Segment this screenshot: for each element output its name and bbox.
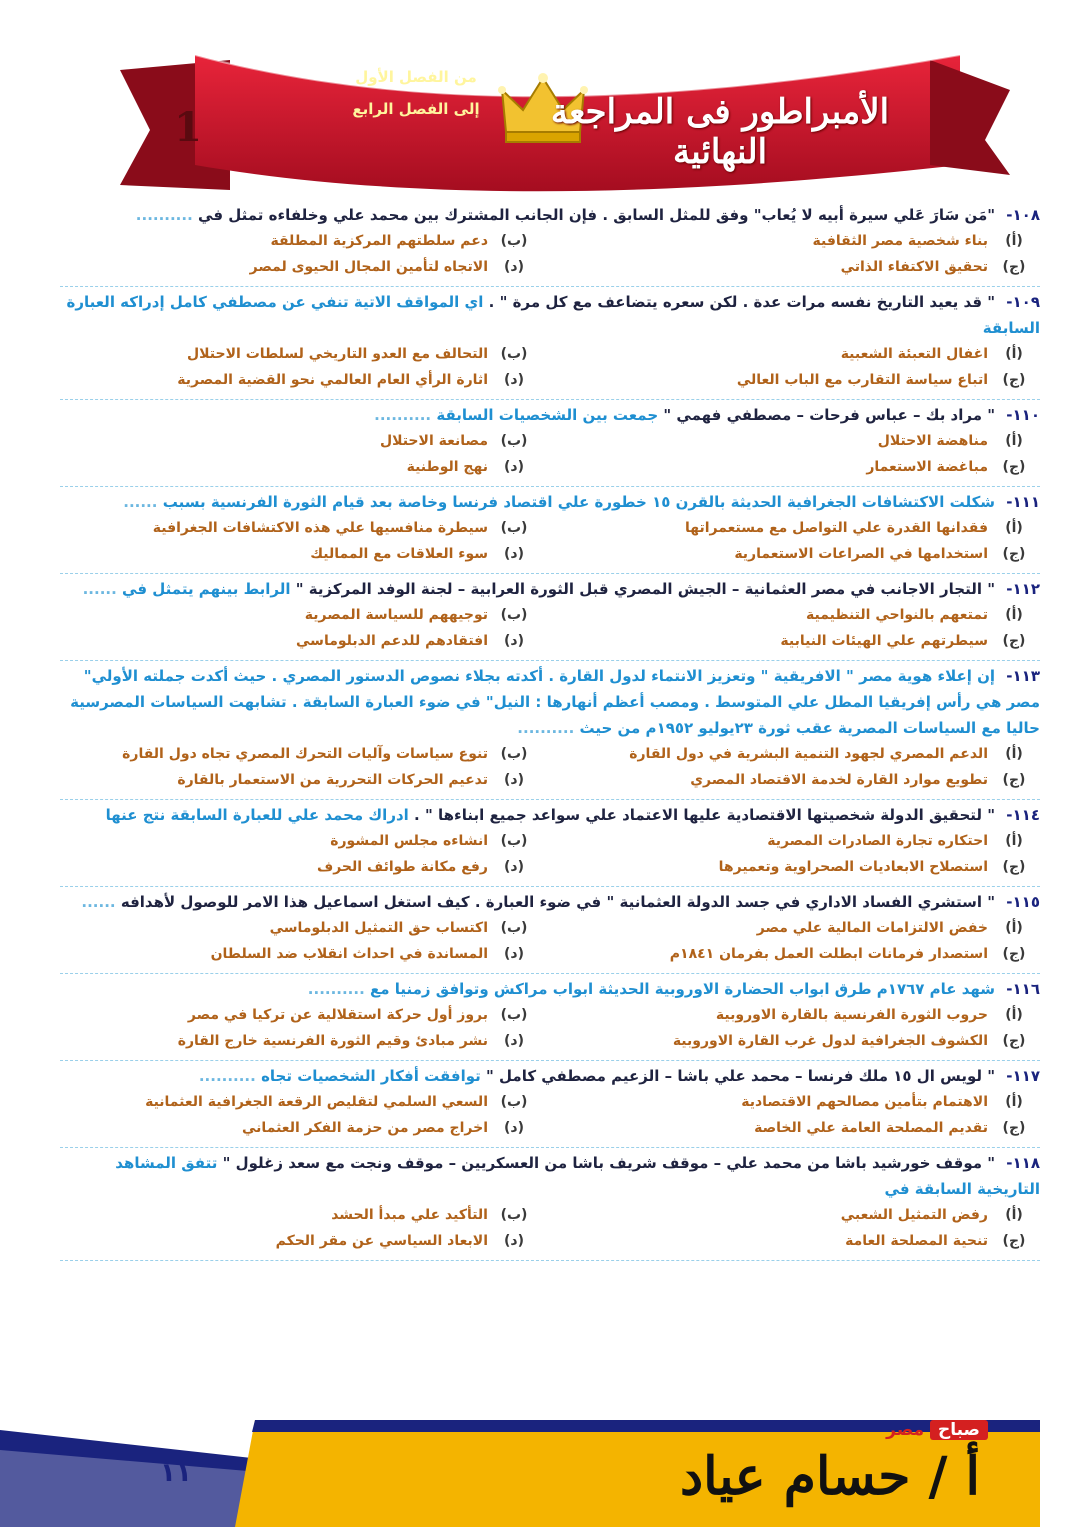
option-label: (ب)	[500, 520, 528, 536]
option-label: (أ)	[1005, 1094, 1023, 1110]
option-text: اكتساب حق التمثيل الدبلوماسي	[269, 920, 488, 936]
questions-list	[60, 200, 1040, 1261]
option-label: (د)	[504, 859, 524, 875]
answer-option[interactable]	[60, 228, 530, 254]
question-emphasis: إن إعلاء هوية مصر " الافريقية " وتعزيز الانتماء لدول القارة . أكدته بجلاء نصوص الدستور المصري . حيث أكدت جملته الأولي" مصر هي رأس إفريقيا المطل علي المتوسط . ومصب أعظم أنهارها : النيل" في ضوء العبارة السابقة . تشابهت السياسات المصرسية حاليا مع السياسات المصرية عقب ثورة ٢٣يوليو ١٩٥٢م من حيث	[70, 667, 1040, 737]
option-text: توجيههم للسياسة المصرية	[304, 607, 488, 623]
answer-blank: ......	[123, 493, 158, 511]
option-text: تطويع موارد القارة لخدمة الاقتصاد المصري	[690, 772, 988, 788]
option-text: خفض الالتزامات المالية علي مصر	[756, 920, 988, 936]
option-label: (أ)	[1005, 920, 1023, 936]
answer-option[interactable]	[560, 1228, 1030, 1254]
answer-option[interactable]	[60, 828, 530, 854]
option-text: افتقادهم للدعم الدبلوماسي	[296, 633, 488, 649]
option-label: (ج)	[1002, 859, 1026, 875]
options-grid	[60, 228, 1040, 280]
question-emphasis: اي المواقف الاتية تنفي عن مصطفي كامل إدراكه العبارة السابقة	[66, 293, 1040, 337]
option-label: (د)	[504, 633, 524, 649]
option-text: اغفال التعبئة الشعبية	[840, 346, 988, 362]
question-text: "مَن سَارَ عَلي سيرة أبيه لا يُعاب" وفق للمثل السابق . فإن الجانب المشترك بين محمد علي وخلفاءه تمثل في	[198, 206, 996, 224]
answer-option[interactable]	[60, 741, 530, 767]
answer-option[interactable]	[60, 1202, 530, 1228]
answer-option[interactable]	[60, 515, 530, 541]
option-label: (ج)	[1002, 772, 1026, 788]
answer-option[interactable]	[60, 541, 530, 567]
option-label: (د)	[504, 1120, 524, 1136]
option-text: نشر مبادئ وقيم الثورة الفرنسية خارج القارة	[177, 1033, 488, 1049]
option-label: (ج)	[1002, 946, 1026, 962]
option-label: (ج)	[1002, 1033, 1026, 1049]
answer-option[interactable]	[560, 1202, 1030, 1228]
answer-option[interactable]	[560, 541, 1030, 567]
question-emphasis: شكلت الاكتشافات الجغرافية الحديثة بالقرن ١٥ خطورة علي اقتصاد فرنسا وخاصة بعد قيام الثورة الفرنسية بسبب	[162, 493, 996, 511]
question-item	[60, 200, 1040, 287]
question-stem	[60, 802, 1040, 828]
answer-option[interactable]	[560, 1002, 1030, 1028]
options-grid	[60, 602, 1040, 654]
answer-option[interactable]	[60, 254, 530, 280]
options-grid	[60, 341, 1040, 393]
option-text: انشاءه مجلس المشورة	[330, 833, 488, 849]
option-text: اخراج مصر من حزمة الفكر العثماني	[242, 1120, 488, 1136]
answer-option[interactable]	[60, 1228, 530, 1254]
question-emphasis: ادراك محمد علي للعبارة السابقة نتج عنها	[105, 806, 409, 824]
option-label: (أ)	[1005, 1207, 1023, 1223]
brand-logo-part-a: صباح	[930, 1420, 988, 1440]
option-label: (ب)	[500, 746, 528, 762]
answer-option[interactable]	[60, 1115, 530, 1141]
option-label: (أ)	[1005, 746, 1023, 762]
option-label: (أ)	[1005, 607, 1023, 623]
option-text: رفض التمثيل الشعبي	[840, 1207, 988, 1223]
question-item	[60, 487, 1040, 574]
answer-option[interactable]	[60, 1089, 530, 1115]
option-label: (ج)	[1002, 546, 1026, 562]
page-header	[0, 0, 1080, 200]
author-name: أ / حسام عياد	[679, 1446, 980, 1507]
answer-option[interactable]	[560, 367, 1030, 393]
option-text: مصانعة الاحتلال	[379, 433, 488, 449]
question-number: ١١٦-	[1006, 980, 1040, 998]
question-stem	[60, 889, 1040, 915]
unit-number: 1	[174, 104, 202, 151]
question-stem	[60, 663, 1040, 741]
options-grid	[60, 915, 1040, 967]
question-text: " مراد بك – عباس فرحات – مصطفي فهمي "	[663, 406, 996, 424]
option-text: السعي السلمي لتقليص الرقعة الجغرافية العثمانية	[145, 1094, 488, 1110]
answer-option[interactable]	[560, 767, 1030, 793]
option-text: سوء العلاقات مع المماليك	[310, 546, 488, 562]
option-label: (ج)	[1002, 1120, 1026, 1136]
page-title: الأمبراطور فى المراجعة النهائية	[550, 92, 890, 172]
option-text: سيطرتهم علي الهيئات النيابية	[780, 633, 988, 649]
question-number: ١١٢-	[1006, 580, 1040, 598]
option-text: اثارة الرأي العام العالمي نحو القضية المصرية	[177, 372, 488, 388]
question-emphasis: توافقت أفكار الشخصيات تجاه	[261, 1067, 481, 1085]
answer-option[interactable]	[560, 741, 1030, 767]
answer-option[interactable]	[560, 454, 1030, 480]
options-grid	[60, 741, 1040, 793]
question-emphasis: جمعت بين الشخصيات السابقة	[436, 406, 659, 424]
option-text: احتكاره تجارة الصادرات المصرية	[767, 833, 988, 849]
options-grid	[60, 828, 1040, 880]
option-text: تقديم المصلحة العامة علي الخاصة	[754, 1120, 988, 1136]
question-text: " قد يعيد التاريخ نفسه مرات عدة . لكن سعره يتضاعف مع كل مرة " .	[488, 293, 996, 311]
question-stem	[60, 289, 1040, 341]
option-label: (د)	[504, 1033, 524, 1049]
brand-logo-part-b: مصر	[886, 1420, 924, 1440]
question-item	[60, 574, 1040, 661]
option-label: (ج)	[1002, 259, 1026, 275]
option-label: (ج)	[1002, 633, 1026, 649]
answer-option[interactable]	[60, 367, 530, 393]
answer-blank: ..........	[517, 719, 575, 737]
answer-option[interactable]	[60, 941, 530, 967]
option-text: بروز أول حركة استقلالية عن تركيا في مصر	[187, 1007, 488, 1023]
option-label: (د)	[504, 772, 524, 788]
option-label: (د)	[504, 372, 524, 388]
option-text: بناء شخصية مصر الثقافية	[812, 233, 988, 249]
option-text: استصلاح الابعاديات الصحراوية وتعميرها	[718, 859, 988, 875]
options-grid	[60, 428, 1040, 480]
option-text: المساندة في احداث انقلاب ضد السلطان	[210, 946, 488, 962]
answer-option[interactable]	[60, 854, 530, 880]
question-number: ١١٠-	[1006, 406, 1040, 424]
answer-option[interactable]	[560, 628, 1030, 654]
question-item	[60, 800, 1040, 887]
answer-option[interactable]	[60, 628, 530, 654]
option-label: (ب)	[500, 1094, 528, 1110]
option-text: الاهتمام بتأمين مصالحهم الاقتصادية	[741, 1094, 988, 1110]
option-label: (ب)	[500, 833, 528, 849]
answer-option[interactable]	[560, 428, 1030, 454]
option-label: (أ)	[1005, 233, 1023, 249]
answer-option[interactable]	[60, 454, 530, 480]
option-label: (ج)	[1002, 459, 1026, 475]
question-number: ١١٧-	[1006, 1067, 1040, 1085]
question-number: ١١٨-	[1006, 1154, 1040, 1172]
options-grid	[60, 1202, 1040, 1254]
options-grid	[60, 515, 1040, 567]
answer-option[interactable]	[560, 602, 1030, 628]
answer-option[interactable]	[60, 602, 530, 628]
answer-option[interactable]	[560, 1115, 1030, 1141]
answer-option[interactable]	[60, 341, 530, 367]
option-label: (د)	[504, 259, 524, 275]
answer-option[interactable]	[60, 428, 530, 454]
question-stem	[60, 402, 1040, 428]
question-item	[60, 287, 1040, 400]
option-label: (ب)	[500, 233, 528, 249]
option-label: (أ)	[1005, 833, 1023, 849]
answer-option[interactable]	[60, 767, 530, 793]
option-text: تمتعهم بالنواحي التنظيمية	[806, 607, 988, 623]
option-label: (ج)	[1002, 1233, 1026, 1249]
question-text: " استشري الفساد الاداري في جسد الدولة العثمانية " في ضوء العبارة . كيف استغل اسماعيل هذا الامر للوصول لأهدافه	[120, 893, 996, 911]
question-number: ١٠٩-	[1006, 293, 1040, 311]
chapter-range-from: من الفصل الأول	[355, 68, 477, 86]
question-number: ١١٥-	[1006, 893, 1040, 911]
answer-blank: ..........	[198, 1067, 256, 1085]
question-item	[60, 1148, 1040, 1261]
answer-blank: ..........	[307, 980, 365, 998]
option-text: الابعاد السياسي عن مقر الحكم	[275, 1233, 488, 1249]
answer-option[interactable]	[560, 515, 1030, 541]
option-text: نهج الوطنية	[406, 459, 488, 475]
answer-option[interactable]	[560, 828, 1030, 854]
question-text: " التجار الاجانب في مصر العثمانية – الجيش المصري قبل الثورة العرابية – لجنة الوفد المركزية "	[295, 580, 996, 598]
answer-option[interactable]	[60, 1002, 530, 1028]
option-text: استصدار فرمانات ابطلت العمل بفرمان ١٨٤١م	[669, 946, 988, 962]
answer-option[interactable]	[560, 941, 1030, 967]
question-stem	[60, 1150, 1040, 1202]
question-item	[60, 974, 1040, 1061]
option-label: (ب)	[500, 346, 528, 362]
page-number: ١١	[160, 1458, 192, 1488]
option-label: (د)	[504, 1233, 524, 1249]
question-item	[60, 1061, 1040, 1148]
options-grid	[60, 1089, 1040, 1141]
option-text: مباغضة الاستعمار	[866, 459, 988, 475]
question-number: ١١٣-	[1006, 667, 1040, 685]
answer-option[interactable]	[560, 915, 1030, 941]
option-label: (ب)	[500, 433, 528, 449]
option-label: (ب)	[500, 1207, 528, 1223]
answer-option[interactable]	[560, 341, 1030, 367]
option-text: تنحية المصلحة العامة	[845, 1233, 988, 1249]
question-number: ١١١-	[1006, 493, 1040, 511]
question-emphasis: شهد عام ١٧٦٧م طرق ابواب الحضارة الاوروبية الحديثة ابواب مراكش وتوافق زمنيا مع	[370, 980, 996, 998]
answer-option[interactable]	[560, 1089, 1030, 1115]
question-emphasis: الرابط بينهم يتمثل في	[122, 580, 291, 598]
option-text: الكشوف الجغرافية لدول غرب القارة الاوروبية	[672, 1033, 988, 1049]
brand-logo	[886, 1420, 988, 1440]
option-text: تنوع سياسات وآليات التحرك المصري تجاه دول القارة	[122, 746, 488, 762]
option-text: التحالف مع العدو التاريخي لسلطات الاحتلال	[187, 346, 488, 362]
answer-option[interactable]	[60, 915, 530, 941]
option-text: تدعيم الحركات التحررية من الاستعمار بالقارة	[177, 772, 488, 788]
question-stem	[60, 576, 1040, 602]
option-text: الاتجاه لتأمين المجال الحيوى لمصر	[249, 259, 488, 275]
answer-option[interactable]	[560, 228, 1030, 254]
question-item	[60, 400, 1040, 487]
option-text: فقدانها القدرة علي التواصل مع مستعمراتها	[684, 520, 988, 536]
question-item	[60, 661, 1040, 800]
question-item	[60, 887, 1040, 974]
option-label: (أ)	[1005, 1007, 1023, 1023]
option-label: (أ)	[1005, 520, 1023, 536]
option-text: الدعم المصري لجهود التنمية البشرية في دول القارة	[629, 746, 988, 762]
question-stem	[60, 1063, 1040, 1089]
option-text: اتباع سياسة التقارب مع الباب العالي	[736, 372, 988, 388]
option-label: (د)	[504, 459, 524, 475]
answer-option[interactable]	[60, 1028, 530, 1054]
question-text: " لويس ال ١٥ ملك فرنسا – محمد علي باشا – الزعيم مصطفي كامل "	[485, 1067, 996, 1085]
question-number: ١٠٨-	[1006, 206, 1040, 224]
option-text: مناهضة الاحتلال	[877, 433, 988, 449]
option-label: (ج)	[1002, 372, 1026, 388]
options-grid	[60, 1002, 1040, 1054]
answer-blank: ......	[82, 580, 117, 598]
option-text: حروب الثورة الفرنسية بالقارة الاوروبية	[715, 1007, 988, 1023]
option-label: (ب)	[500, 920, 528, 936]
question-stem	[60, 976, 1040, 1002]
option-text: دعم سلطتهم المركزية المطلقة	[270, 233, 488, 249]
option-text: تحقيق الاكتفاء الذاتي	[840, 259, 988, 275]
page-footer	[0, 1410, 1080, 1527]
question-number: ١١٤-	[1006, 806, 1040, 824]
option-label: (أ)	[1005, 346, 1023, 362]
option-label: (ب)	[500, 607, 528, 623]
option-text: رفع مكانة طوائف الحرف	[316, 859, 488, 875]
question-stem	[60, 202, 1040, 228]
question-stem	[60, 489, 1040, 515]
answer-option[interactable]	[560, 254, 1030, 280]
option-label: (ب)	[500, 1007, 528, 1023]
option-label: (أ)	[1005, 433, 1023, 449]
answer-blank: ......	[81, 893, 116, 911]
answer-blank: ..........	[374, 406, 432, 424]
question-text: " موقف خورشيد باشا من محمد علي – موقف شريف باشا من العسكريين – موقف ونجت مع سعد زغلول "	[222, 1154, 996, 1172]
chapter-range-to: إلى الفصل الرابع	[352, 100, 480, 118]
question-emphasis: تتفق المشاهد التاريخية السابقة في	[115, 1154, 1040, 1198]
answer-option[interactable]	[560, 854, 1030, 880]
option-text: سيطرة منافسيها علي هذه الاكتشافات الجغرافية	[152, 520, 488, 536]
option-label: (د)	[504, 946, 524, 962]
answer-option[interactable]	[560, 1028, 1030, 1054]
option-text: التأكيد علي مبدأ الحشد	[331, 1207, 488, 1223]
question-text: " لتحقيق الدولة شخصيتها الاقتصادية عليها الاعتماد علي سواعد جميع ابناءها " .	[414, 806, 996, 824]
answer-blank: ..........	[135, 206, 193, 224]
option-text: استخدامها في الصراعات الاستعمارية	[734, 546, 988, 562]
option-label: (د)	[504, 546, 524, 562]
